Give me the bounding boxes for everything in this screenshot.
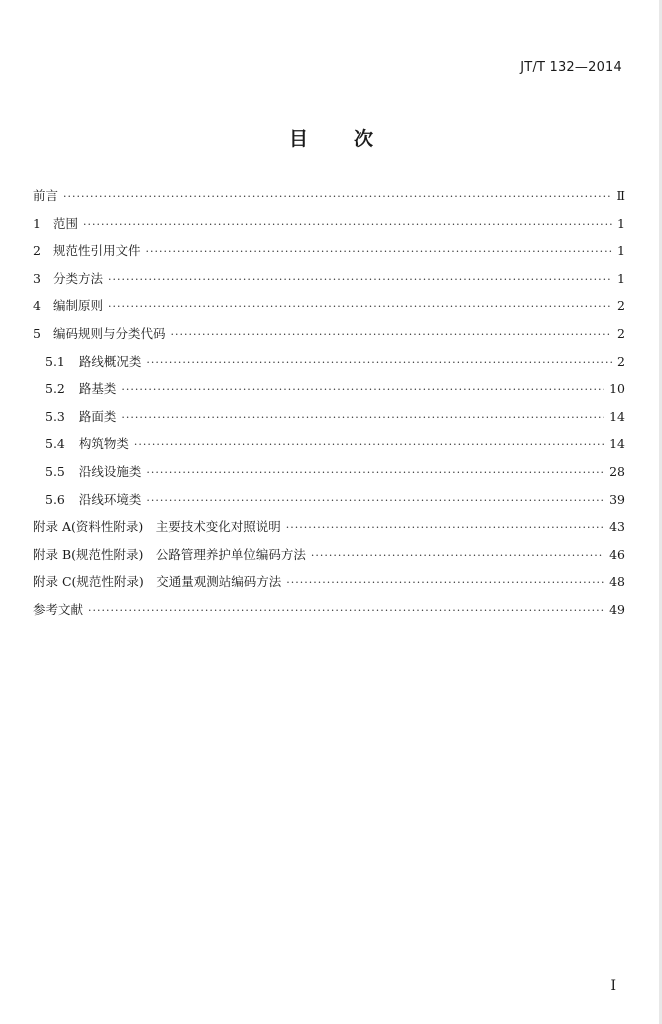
toc-entry-page: 28 — [609, 463, 625, 479]
dot-leader — [63, 190, 611, 203]
toc-entry-page: 14 — [609, 408, 625, 424]
toc-entry-5-1[interactable] — [33, 352, 625, 380]
toc-entry-label: 路面类 — [78, 408, 117, 424]
toc-entry-appendix-c[interactable] — [33, 572, 625, 600]
toc-entry-4[interactable] — [33, 296, 625, 324]
toc-entry-page: 43 — [609, 519, 625, 535]
dot-leader — [121, 411, 604, 424]
toc-entry-number: 2 — [33, 243, 41, 259]
toc-entry-page: 2 — [617, 325, 625, 341]
dot-leader — [88, 604, 604, 617]
toc-entry-number: 1 — [33, 215, 41, 231]
toc-entry-label: 前言 — [33, 188, 59, 203]
toc-entry-page: 1 — [617, 243, 625, 259]
dot-leader — [286, 576, 604, 589]
toc-entry-page: 49 — [609, 601, 625, 617]
toc-entry-5-4[interactable] — [33, 434, 625, 462]
toc-entry-number: 5.5 — [45, 463, 65, 479]
toc-entry-page: 1 — [617, 215, 625, 231]
toc-entry-label: 附录 B(规范性附录) 公路管理养护单位编码方法 — [33, 546, 306, 562]
toc-entry-3[interactable] — [33, 269, 625, 297]
dot-leader — [146, 356, 612, 369]
dot-leader — [146, 494, 604, 507]
toc-entry-label: 路线概况类 — [78, 353, 142, 369]
dot-leader — [134, 438, 604, 451]
toc-entry-page: Ⅱ — [616, 188, 625, 203]
toc-title-part-2: 次 — [354, 128, 374, 150]
toc-entry-label: 参考文献 — [33, 601, 84, 617]
page-number: I — [610, 978, 616, 994]
toc-entry-2[interactable] — [33, 241, 625, 269]
toc-entry-number: 4 — [33, 298, 41, 314]
toc-entry-label: 沿线环境类 — [78, 491, 142, 507]
toc-entry-number: 5 — [33, 325, 41, 341]
toc-entry-label: 附录 A(资料性附录) 主要技术变化对照说明 — [33, 519, 281, 535]
toc-entry-5-2[interactable] — [33, 379, 625, 407]
toc-entry-page: 2 — [617, 353, 625, 369]
toc-entry-5[interactable] — [33, 324, 625, 352]
toc-entry-label: 构筑物类 — [78, 436, 129, 452]
toc-entry-appendix-a[interactable] — [33, 517, 625, 545]
dot-leader — [108, 273, 612, 286]
standard-code: JT/T 132—2014 — [520, 60, 622, 75]
toc-entry-number: 5.2 — [45, 381, 65, 397]
dot-leader — [83, 218, 612, 231]
toc-entry-1[interactable] — [33, 214, 625, 242]
dot-leader — [145, 245, 612, 258]
toc-entry-page: 39 — [609, 491, 625, 507]
toc-entry-page: 1 — [617, 270, 625, 286]
toc-entry-label: 附录 C(规范性附录) 交通量观测站编码方法 — [33, 574, 282, 590]
toc-entry-label: 编制原则 — [52, 298, 103, 314]
toc-entry-page: 2 — [617, 298, 625, 314]
toc-entry-label: 分类方法 — [52, 270, 103, 286]
toc-entry-5-6[interactable] — [33, 490, 625, 518]
toc-entry-page: 10 — [609, 381, 625, 397]
toc-entry-label: 沿线设施类 — [78, 463, 142, 479]
toc-entry-5-3[interactable] — [33, 407, 625, 435]
toc-entry-label: 路基类 — [78, 381, 117, 397]
toc-title-part-1: 目 — [288, 128, 308, 150]
toc-entry-number: 3 — [33, 270, 41, 286]
toc-entry-label: 编码规则与分类代码 — [52, 325, 166, 341]
dot-leader — [170, 328, 612, 341]
toc-entry-5-5[interactable] — [33, 462, 625, 490]
toc-entry-page: 14 — [609, 436, 625, 452]
dot-leader — [121, 383, 604, 396]
toc-entry-foreword[interactable] — [33, 186, 625, 214]
toc-entry-number: 5.4 — [45, 436, 65, 452]
dot-leader — [311, 549, 604, 562]
dot-leader — [286, 521, 604, 534]
dot-leader — [108, 300, 612, 313]
toc-entry-page: 48 — [609, 574, 625, 590]
toc-entry-page: 46 — [609, 546, 625, 562]
toc-title — [0, 124, 662, 151]
dot-leader — [146, 466, 604, 479]
toc-entry-number: 5.1 — [45, 353, 65, 369]
toc-entry-label: 规范性引用文件 — [52, 243, 141, 259]
toc-entry-appendix-b[interactable] — [33, 545, 625, 573]
toc-entry-label: 范围 — [52, 215, 78, 231]
toc-entry-number: 5.3 — [45, 408, 65, 424]
toc-entry-number: 5.6 — [45, 491, 65, 507]
toc-entry-references[interactable] — [33, 600, 625, 628]
table-of-contents — [33, 186, 625, 628]
